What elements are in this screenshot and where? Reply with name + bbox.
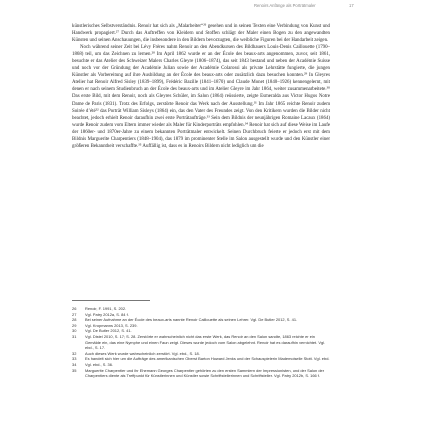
footnote-number: 35 <box>72 367 77 373</box>
footnote-text: Vgl. Patry 2012a, S. 84 f. <box>85 311 129 317</box>
footnote-text: Vgl. Kropmanns 2013, S. 239. <box>85 322 138 328</box>
footnotes <box>72 306 330 379</box>
footnote-text: Marguerite Charpentier und ihr Ehemann Georges Charpentier gehörten zu den ersten Sammlern der Impressionisten, und der Salon der Charpentiers diente als Treffpunkt für Künstlerinnen und Künstler sowie Schriftstellerinnen und Schriftsteller. Vgl. Patry 2012b, S. 166 f. <box>85 367 325 379</box>
footnote-number: 30 <box>72 328 77 334</box>
footnote-number: 33 <box>72 356 77 362</box>
footnote-number: 29 <box>72 322 77 328</box>
footnote-text: Vgl. De Butler 2012, S. 41. <box>85 328 132 334</box>
running-header <box>0 3 425 11</box>
body-text <box>72 23 330 150</box>
footnote-text: Vgl. Distel 2010, S. 17; S. 28. Zerstörte er wahrscheinlich nicht das erste Werk, das Renoir an den Salon sandte, 1863 reichte er ein Gemälde ein, das eine Nymphe und einen Faun zeigt. Dieses wurde jedoch vom Salon abgelehnt. Renoir hat es daraufhin vernichtet. Vgl. ebd., S. 17. <box>85 333 326 351</box>
footnote-text: Auch dieses Werk wurde wahrscheinlich zerstört. Vgl. ebd., S. 18. <box>85 350 200 356</box>
footnote-text: Bei seiner Aufnahme an der École des beaux-arts nannte Renoir Caillouette als seinen Lehrer. Vgl. De Butler 2012, S. 41. <box>85 317 298 323</box>
footnote-text: Renoir, F. 1991, S. 202. <box>85 306 127 311</box>
footnote-rule <box>72 300 150 301</box>
footnote-number: 28 <box>72 317 77 323</box>
footnote-text: Es handelt sich hier um die Aufträge des amerikanischen Oberst Barton Howard Jenks und der Schauspielerin Mademoiselle Stott. Vgl. ebd. <box>85 356 330 362</box>
page-number: 17 <box>349 3 354 8</box>
footnote-number: 31 <box>72 333 77 339</box>
footnote-number: 32 <box>72 350 77 356</box>
footnote <box>72 334 330 351</box>
paragraph: künstlerisches Selbstverständnis. Renoir hat sich als „Malarbeiter“²⁶ gesehen und in seinen Texten eine Verbindung von Kunst und Handwerk propagiert.²⁷ Durch das Auftreffen von Kleidern und Stoffen schlägt der Maler einen Bogen zu den angewandten Künsten und seinen Anschauungen, die insbesondere in den Bildern bevorzugten, die weibliche Figuren bei der Handarbeit zeigen. <box>72 24 330 44</box>
paragraph: Noch während seiner Zeit bei Lévy Frères nahm Renoir an den Abendkursen des Bildhauers Louis-Denis Caillouette (1790–1868) teil, um das Zeichnen zu lernen.²⁸ Im April 1862 wurde er an der École des beaux-arts angenommen, zuvor, seit 1861, besuchte er das Atelier des Schweizer Malers Charles Gleyre (1806–1874), das seit 1843 bestand und neben der Académie Suisse und noch vor der Gründung der Académie Julian sowie der Académie Colarossi als private Lehrstätte fungierte, die jungen Künstler als Vorbereitung auf ihre Ausbildung an der École des beaux-arts oder zusätzlich dazu besuchen konnten.²⁹ In Gleyres Atelier hat Renoir Alfred Sisley (1839–1899), Frédéric Bazille (1841–1870) und Claude Monet (1840–1926) kennengelernt, mit denen er nach seinem Studienbruch an der École des beaux-arts und im Atelier Gleyre im Jahr 1864, weiter zusammenarbeitete.³⁰ Das erste Bild, mit dem Renoir, noch als Gleyres Schüler, im Salon (1864) reüssierte, zeigte Esmeralda aus Victor Hugos Notre Dame de Paris (1831). Trotz des Erfolgs, zerstörte Renoir das Werk nach der Ausstellung.³¹ Im Jahr 1865 reichte Renoir zudem Soirée d’été³² das Porträt William Sisleys (1864) ein, das den Vater des Freundes zeigt. Von den Kritikern wurden die Bilder nicht beachtet, jedoch erhielt Renoir daraufhin zwei erste Porträtaufträge.³³ Sein dem Bildnis der neunjährigen Romaine Lacaux (1864) wurde Renoir zudem vom Eltern immer wieder als Maler für Kinderporträts empfohlen.³⁴ Renoir hat sich auf diese Weise im Laufe der 1860er- und 1870er-Jahre zu einem bekannten Porträtmaler entwickelt. Seinen Durchbruch feierte er jedoch erst mit dem Bildnis Marguerite Charpentiers (1848–1904), das 1879 im prominenter Stelle im Salon ausgestellt wurde und den Künstler einer größeren Bekanntheit verschaffte.³⁵ Auffällig ist, dass es in Renoirs Bildern nicht lediglich um die <box>72 45 330 149</box>
running-title: Renoirs Anfänge als Porträtmaler <box>254 3 316 8</box>
footnote <box>72 368 330 379</box>
footnote-number: 34 <box>72 361 77 367</box>
footnote-number: 27 <box>72 311 77 317</box>
footnote-text: Vgl. ebd., S. 36. <box>85 361 114 367</box>
footnote-number: 26 <box>72 306 77 311</box>
